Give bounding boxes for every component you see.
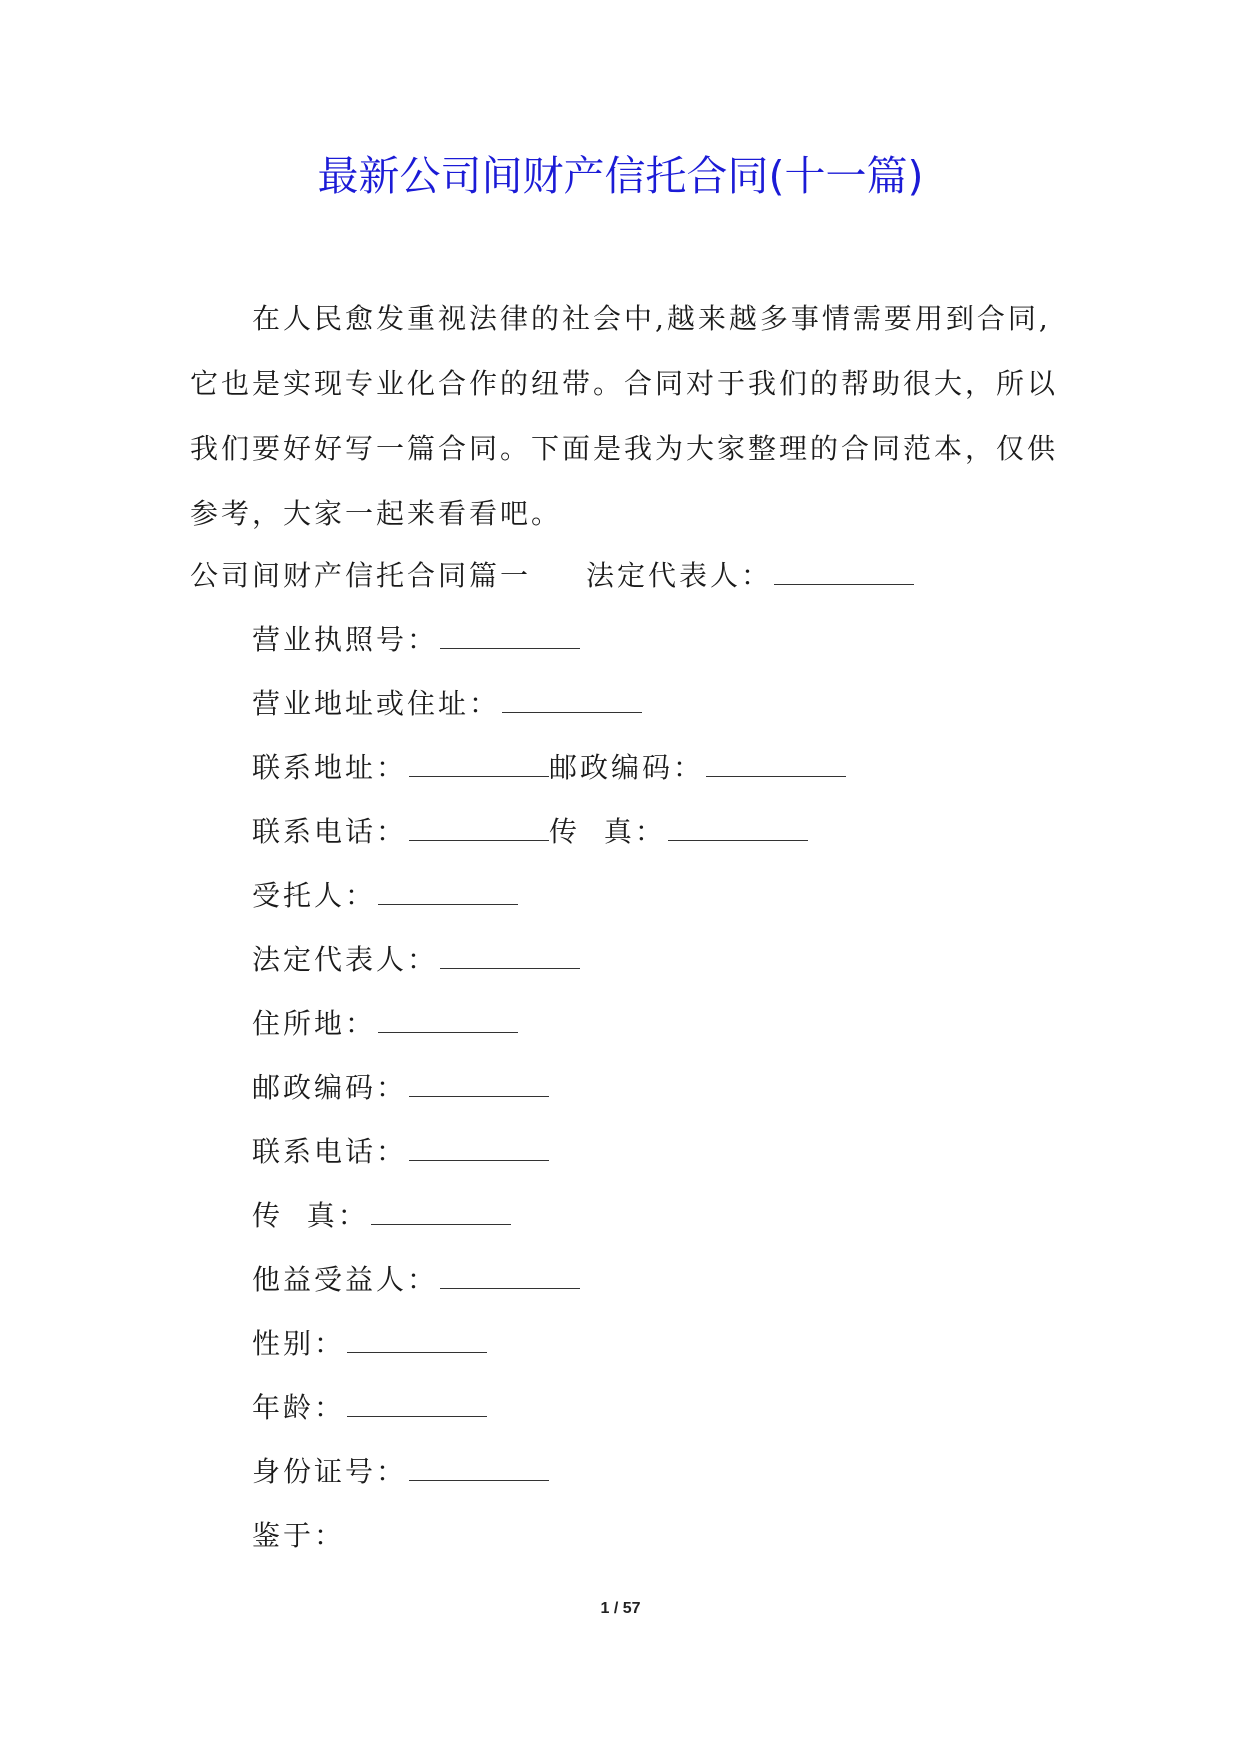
field-label: 他益受益人： [252,1263,439,1296]
field-label: 传 真： [549,815,666,848]
blank-line [371,1202,511,1225]
blank-line [347,1330,487,1353]
field-label: 年龄： [252,1391,346,1424]
blank-line [409,818,549,841]
field-row [252,1324,487,1364]
field-row [252,1132,549,1172]
field-label: 身份证号： [252,1455,408,1488]
field-row [252,876,518,916]
blank-line [774,562,914,585]
field-row [252,1516,345,1556]
field-label: 联系电话： [252,815,408,848]
blank-line [409,1458,549,1481]
field-row [252,1388,487,1428]
blank-line [409,754,549,777]
field-label: 联系电话： [252,1135,408,1168]
field-label: 法定代表人： [252,943,439,976]
field-row [252,1260,580,1300]
blank-line [440,1266,580,1289]
intro-paragraph [190,286,1060,546]
field-row [252,620,580,660]
blank-line [440,946,580,969]
field-row [252,1004,518,1044]
field-label: 营业地址或住址： [252,687,501,720]
field-row [252,940,580,980]
blank-line [347,1394,487,1417]
blank-line [668,818,808,841]
section-heading-line [190,556,914,596]
field-label: 传 真： [252,1199,369,1232]
blank-line [378,882,518,905]
field-label: 邮政编码： [252,1071,408,1104]
intro-line: 我们要好好写一篇合同。下面是我为大家整理的合同范本，仅供 [190,432,1059,465]
field-label: 住所地： [252,1007,377,1040]
blank-line [706,754,846,777]
blank-line [409,1138,549,1161]
intro-line: 参考，大家一起来看看吧。 [190,497,563,530]
page-number: 1 / 57 [600,1600,641,1617]
field-label: 鉴于： [252,1519,346,1552]
field-label: 受托人： [252,879,377,912]
blank-line [378,1010,518,1033]
field-label: 联系地址： [252,751,408,784]
blank-line [502,690,642,713]
section-heading: 公司间财产信托合同篇一 [190,559,532,592]
field-row [252,1196,511,1236]
field-label: 法定代表人： [586,559,773,592]
intro-line: 它也是实现专业化合作的纽带。合同对于我们的帮助很大，所以 [190,367,1059,400]
field-row [252,1068,549,1108]
field-label: 性别： [252,1327,346,1360]
blank-line [440,626,580,649]
intro-line: 在人民愈发重视法律的社会中,越来越多事情需要用到合同, [252,302,1051,335]
field-row [252,684,642,724]
field-row [252,1452,549,1492]
field-row [252,812,808,852]
field-label: 邮政编码： [549,751,705,784]
field-label: 营业执照号： [252,623,439,656]
document-title: 最新公司间财产信托合同(十一篇) [317,152,924,200]
field-row [252,748,846,788]
blank-line [409,1074,549,1097]
